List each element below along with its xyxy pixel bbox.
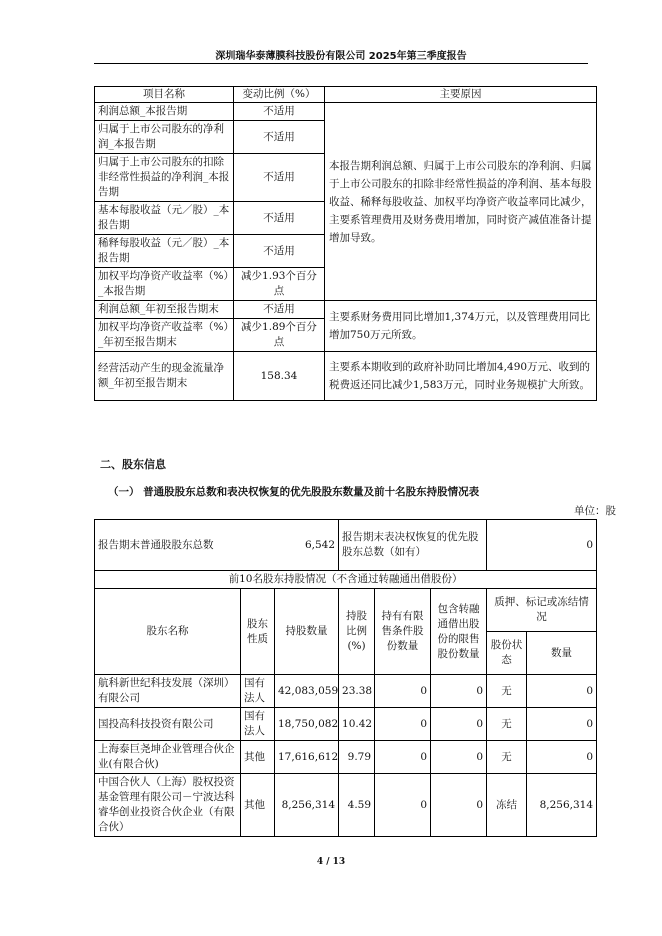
share-quantity: 8,256,314 xyxy=(275,774,339,837)
change-ratio: 不适用 xyxy=(234,154,325,202)
section-subtitle: （一） 普通股股东总数和表决权恢复的优先股股东数量及前十名股东持股情况表 xyxy=(108,486,480,498)
header-lending-shares: 包含转融通借出股份的限售股份数量 xyxy=(431,589,487,675)
share-quantity: 42,083,059 xyxy=(275,675,339,708)
share-ratio: 9.79 xyxy=(339,741,375,774)
preferred-shareholders-value: 0 xyxy=(487,520,597,571)
shareholder-table xyxy=(94,519,597,837)
change-ratio: 不适用 xyxy=(234,301,325,319)
pledge-amount: 8,256,314 xyxy=(527,774,597,837)
total-shareholders-row xyxy=(95,520,597,571)
total-shareholders-value: 6,542 xyxy=(304,538,336,551)
share-status: 无 xyxy=(487,708,527,741)
change-ratio: 不适用 xyxy=(234,235,325,268)
page-number: 4 / 13 xyxy=(316,857,346,867)
shareholder-header-row xyxy=(95,589,597,632)
shareholder-name: 中国合伙人（上海）股权投资基金管理有限公司－宁波达科睿华创业投资合伙企业（有限合伙） xyxy=(95,774,241,837)
total-shareholders-label-text: 报告期末普通股股东总数 xyxy=(98,538,214,551)
item-name: 加权平均净资产收益率（%）_年初至报告期末 xyxy=(95,319,234,352)
share-ratio: 10.42 xyxy=(339,708,375,741)
change-ratio: 减少1.93个百分点 xyxy=(234,268,325,301)
header-shareholder-nature: 股东性质 xyxy=(241,589,275,675)
shareholder-nature: 其他 xyxy=(241,774,275,837)
lending-shares: 0 xyxy=(431,708,487,741)
lending-shares: 0 xyxy=(431,774,487,837)
header-share-quantity: 持股数量 xyxy=(275,589,339,675)
header-rule xyxy=(94,63,588,64)
shareholder-name: 上海泰巨尧坤企业管理合伙企业(有限合伙) xyxy=(95,741,241,774)
table-row xyxy=(95,774,597,837)
restricted-shares: 0 xyxy=(375,741,431,774)
header-pledge-amount: 数量 xyxy=(527,632,597,675)
main-reason: 主要系本期收到的政府补助同比增加4,490万元、收到的税费返还同比减少1,583万元，同时业务规模扩大所致。 xyxy=(325,352,597,401)
header-share-status: 股份状态 xyxy=(487,632,527,675)
top10-title-row xyxy=(95,571,597,589)
item-name: 归属于上市公司股东的净利润_本报告期 xyxy=(95,121,234,154)
share-status: 无 xyxy=(487,675,527,708)
lending-shares: 0 xyxy=(431,741,487,774)
shareholder-name: 国投高科技投资有限公司 xyxy=(95,708,241,741)
share-quantity: 17,616,612 xyxy=(275,741,339,774)
share-quantity: 18,750,082 xyxy=(275,708,339,741)
total-shareholders-label xyxy=(95,520,339,571)
change-ratio: 不适用 xyxy=(234,202,325,235)
main-reason: 本报告期利润总额、归属于上市公司股东的净利润、归属于上市公司股东的扣除非经常性损益的净利润、基本每股收益、稀释每股收益、加权平均净资产收益率同比减少，主要系管理费用及财务费用增加，同时资产减值准备计提增加导致。 xyxy=(325,103,597,301)
restricted-shares: 0 xyxy=(375,708,431,741)
pledge-amount: 0 xyxy=(527,675,597,708)
shareholder-nature: 其他 xyxy=(241,741,275,774)
unit-label: 单位：股 xyxy=(574,505,616,517)
item-name: 利润总额_本报告期 xyxy=(95,103,234,121)
header-shareholder-name: 股东名称 xyxy=(95,589,241,675)
header-share-ratio: 持股比例(%) xyxy=(339,589,375,675)
main-reason: 主要系财务费用同比增加1,374万元，以及管理费用同比增加750万元所致。 xyxy=(325,301,597,352)
share-ratio: 4.59 xyxy=(339,774,375,837)
table-row xyxy=(95,675,597,708)
header-main-reason: 主要原因 xyxy=(325,87,597,103)
change-ratio: 不适用 xyxy=(234,121,325,154)
pledge-amount: 0 xyxy=(527,708,597,741)
change-ratio: 减少1.89个百分点 xyxy=(234,319,325,352)
preferred-shareholders-label: 报告期末表决权恢复的优先股股东总数（如有） xyxy=(339,520,487,571)
table-row xyxy=(95,103,597,121)
change-table-header-row xyxy=(95,87,597,103)
pledge-amount: 0 xyxy=(527,741,597,774)
table-row xyxy=(95,708,597,741)
item-name: 利润总额_年初至报告期末 xyxy=(95,301,234,319)
table-row xyxy=(95,741,597,774)
restricted-shares: 0 xyxy=(375,774,431,837)
share-ratio: 23.38 xyxy=(339,675,375,708)
header-item-name: 项目名称 xyxy=(95,87,234,103)
item-name: 稀释每股收益（元／股）_本报告期 xyxy=(95,235,234,268)
share-status: 无 xyxy=(487,741,527,774)
page-header: 深圳瑞华泰薄膜科技股份有限公司 2025年第三季度报告 xyxy=(215,51,467,62)
restricted-shares: 0 xyxy=(375,675,431,708)
item-name: 归属于上市公司股东的扣除非经常性损益的净利润_本报告期 xyxy=(95,154,234,202)
header-restricted-shares: 持有有限售条件股份数量 xyxy=(375,589,431,675)
table-row xyxy=(95,352,597,401)
shareholder-name: 航科新世纪科技发展（深圳）有限公司 xyxy=(95,675,241,708)
item-name: 加权平均净资产收益率（%）_本报告期 xyxy=(95,268,234,301)
item-name: 基本每股收益（元／股）_本报告期 xyxy=(95,202,234,235)
section-title: 二、股东信息 xyxy=(100,458,166,471)
header-change-ratio: 变动比例（%） xyxy=(234,87,325,103)
lending-shares: 0 xyxy=(431,675,487,708)
item-name: 经营活动产生的现金流量净额_年初至报告期末 xyxy=(95,352,234,401)
shareholder-nature: 国有法人 xyxy=(241,708,275,741)
change-ratio-table xyxy=(94,86,597,401)
change-ratio: 不适用 xyxy=(234,103,325,121)
table-row xyxy=(95,301,597,319)
top10-title: 前10名股东持股情况（不含通过转融通出借股份） xyxy=(95,571,597,589)
share-status: 冻结 xyxy=(487,774,527,837)
header-pledge-status: 质押、标记或冻结情况 xyxy=(487,589,597,632)
shareholder-nature: 国有法人 xyxy=(241,675,275,708)
change-ratio: 158.34 xyxy=(234,352,325,401)
